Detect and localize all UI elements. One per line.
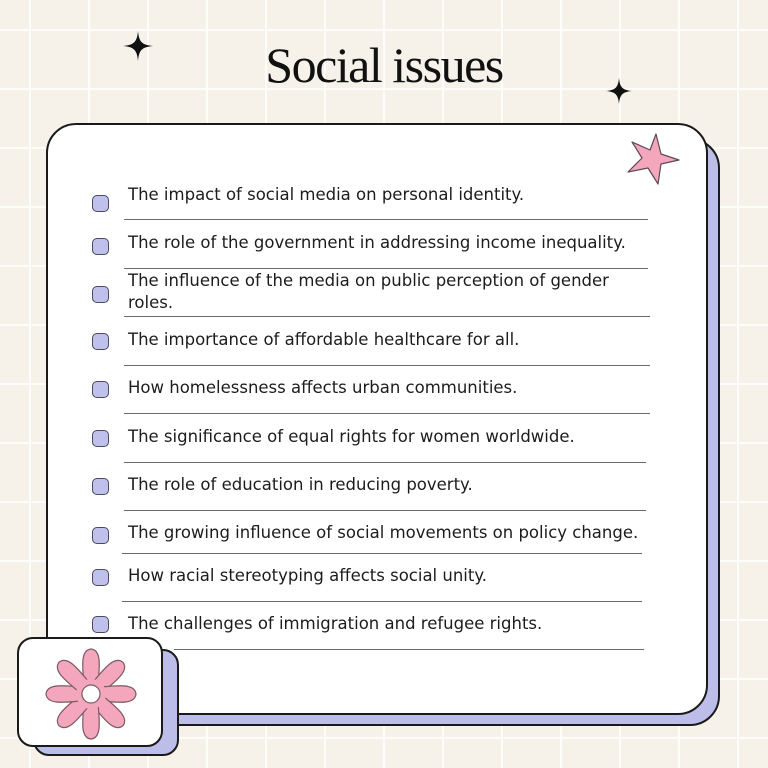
divider	[122, 553, 642, 554]
item-label: The impact of social media on personal identity.	[128, 185, 525, 204]
divider	[124, 219, 648, 220]
page-title: Social issues	[265, 37, 503, 93]
item-label: The growing influence of social movements on policy change.	[128, 523, 639, 542]
item-label: The importance of affordable healthcare for all.	[128, 330, 520, 349]
item-label: The role of education in reducing poverty.	[128, 475, 473, 494]
item-label: How racial stereotyping affects social unity.	[128, 566, 488, 585]
flower-card	[17, 637, 163, 747]
divider	[122, 601, 642, 602]
divider	[124, 413, 650, 414]
checkbox[interactable]	[92, 527, 109, 544]
checkbox[interactable]	[92, 569, 109, 586]
checkbox[interactable]	[92, 333, 109, 350]
flower-icon	[41, 644, 141, 744]
star-icon	[624, 132, 680, 188]
sparkle-icon	[605, 77, 633, 105]
divider	[124, 268, 648, 269]
divider	[174, 649, 644, 650]
item-label: The role of the government in addressing income inequality.	[128, 233, 626, 252]
checkbox[interactable]	[92, 286, 109, 303]
divider	[124, 510, 646, 511]
divider	[124, 462, 646, 463]
checkbox[interactable]	[92, 430, 109, 447]
item-label: The significance of equal rights for women worldwide.	[128, 427, 575, 446]
item-label: The challenges of immigration and refugee rights.	[128, 614, 543, 633]
checkbox[interactable]	[92, 195, 109, 212]
checkbox[interactable]	[92, 478, 109, 495]
sparkle-icon	[122, 30, 154, 62]
divider	[124, 365, 650, 366]
item-label: The influence of the media on public perception of gender roles.	[128, 271, 609, 312]
item-label: How homelessness affects urban communities.	[128, 378, 518, 397]
checkbox[interactable]	[92, 616, 109, 633]
divider	[124, 316, 650, 317]
checkbox[interactable]	[92, 238, 109, 255]
checklist-card	[46, 123, 708, 715]
checkbox[interactable]	[92, 381, 109, 398]
